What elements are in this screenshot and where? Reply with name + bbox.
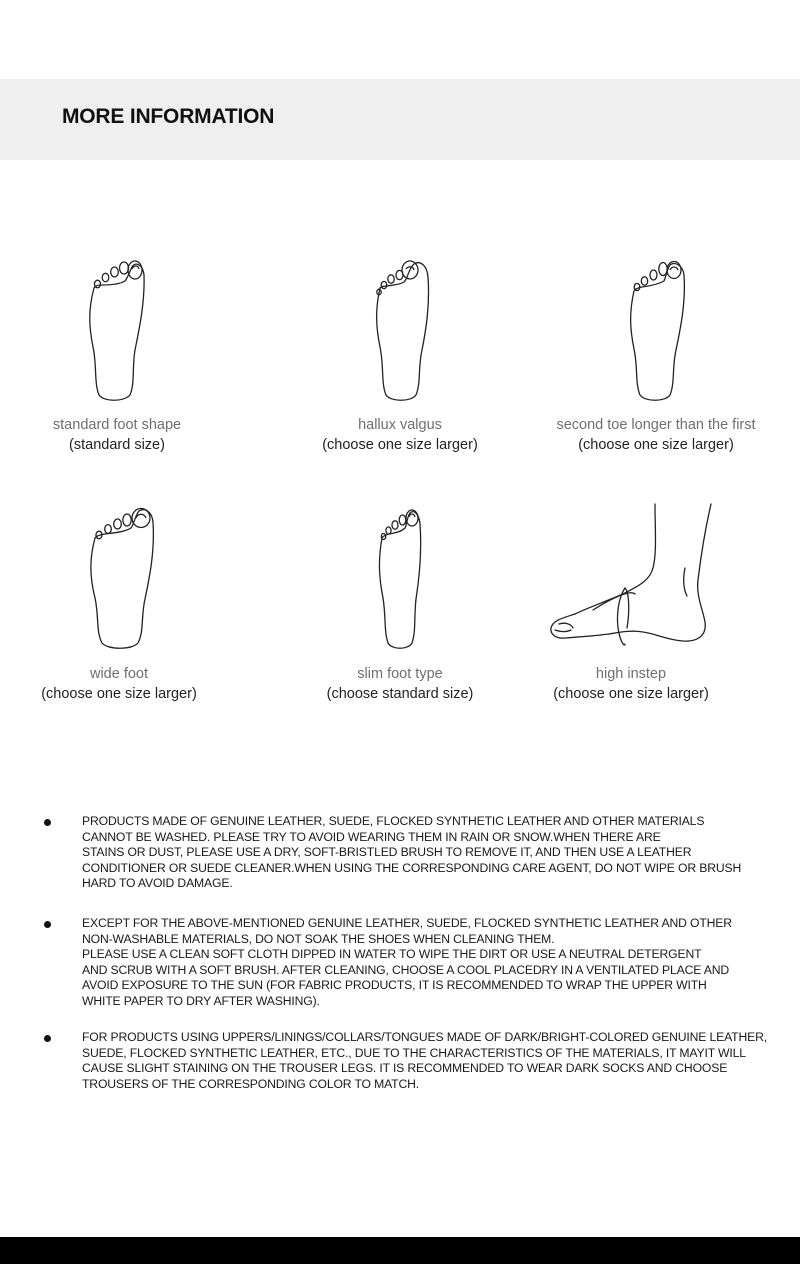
footer-bar xyxy=(0,1237,800,1264)
page-title: MORE INFORMATION xyxy=(62,105,275,128)
foot-type-name: hallux valgus xyxy=(358,417,442,433)
bullet-icon xyxy=(44,921,51,928)
foot-type-advice: (choose one size larger) xyxy=(553,686,709,702)
foot-type-name: slim foot type xyxy=(357,666,443,682)
foot-type-advice: (choose one size larger) xyxy=(41,686,197,702)
standard-foot-icon xyxy=(80,255,150,405)
second-toe-longer-foot-icon xyxy=(624,255,694,405)
care-note-text: EXCEPT FOR THE ABOVE-MENTIONED GENUINE LEATHER, SUEDE, FLOCKED SYNTHETIC LEATHER AND OTHER NON-WASHABLE MATERIALS, DO NOT SOAK THE SHOES WHEN CLEANING THEM. PLEASE USE A CLEAN SOFT CLOTH DIPPED IN WATER TO WIPE THE DIRT OR USE A NEUTRAL DETERGENT AND SCRUB WITH A SOFT BRUSH. AFTER CLEANING, CHOOSE A COOL PLACEDRY IN A VENTILATED PLACE AND AVOID EXPOSURE TO THE SUN (FOR FABRIC PRODUCTS, IT IS RECOMMENDED TO WRAP THE UPPER WITH WHITE PAPER TO DRY AFTER WASHING). xyxy=(82,916,732,1008)
hallux-valgus-foot-icon xyxy=(368,255,438,405)
foot-type-name: second toe longer than the first xyxy=(556,417,756,433)
high-instep-foot-icon xyxy=(545,500,720,652)
slim-foot-icon xyxy=(372,502,428,652)
foot-type-name: standard foot shape xyxy=(52,417,182,433)
foot-type-advice: (choose standard size) xyxy=(326,686,474,702)
foot-type-advice: (choose one size larger) xyxy=(322,437,478,453)
foot-type-name: wide foot xyxy=(89,666,149,682)
bullet-icon xyxy=(44,1035,51,1042)
foot-type-name: high instep xyxy=(595,666,667,682)
care-note-text: PRODUCTS MADE OF GENUINE LEATHER, SUEDE, FLOCKED SYNTHETIC LEATHER AND OTHER MATERIALS CANNOT BE WASHED. PLEASE TRY TO AVOID WEARING THEM IN RAIN OR SNOW.WHEN THERE ARE STAINS OR DUST, PLEASE USE A DRY, SOFT-BRISTLED BRUSH TO REMOVE IT, AND THEN USE A LEATHER CONDITIONER OR SUEDE CLEANER.WHEN USING THE CORRESPONDING CARE AGENT, DO NOT WIPE OR BRUSH HARD TO AVOID DAMAGE. xyxy=(82,814,742,891)
foot-type-advice: (standard size) xyxy=(69,437,165,453)
care-note-text: FOR PRODUCTS USING UPPERS/LININGS/COLLARS/TONGUES MADE OF DARK/BRIGHT-COLORED GENUINE LEATHER, SUEDE, FLOCKED SYNTHETIC LEATHER, ETC., DUE TO THE CHARACTERISTICS OF THE MATERIALS, IT MAYIT WILL CAUSE SLIGHT STAINING ON THE TROUSER LEGS. IT IS RECOMMENDED TO WEAR DARK SOCKS AND CHOOSE TROUSERS OF THE CORRESPONDING COLOR TO MATCH. xyxy=(82,1030,767,1091)
foot-type-advice: (choose one size larger) xyxy=(578,437,734,453)
wide-foot-icon xyxy=(85,502,165,652)
bullet-icon xyxy=(44,819,51,826)
